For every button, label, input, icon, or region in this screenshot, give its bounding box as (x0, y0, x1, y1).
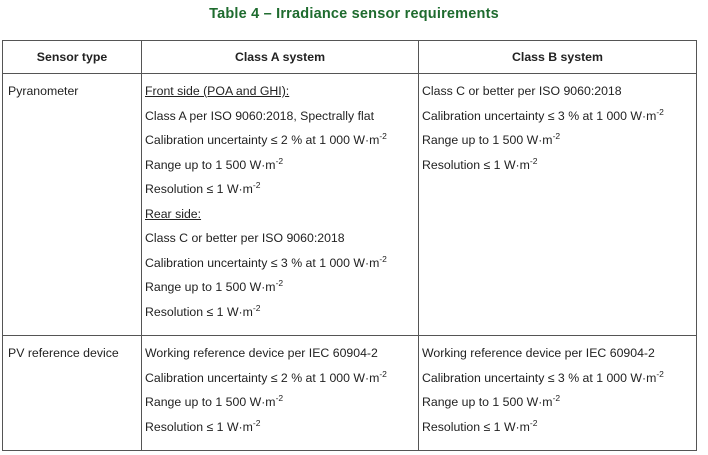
requirement-line (422, 346, 696, 371)
requirement-line (145, 368, 418, 396)
unit-exponent: -2 (529, 155, 538, 166)
requirement-list (142, 336, 418, 450)
table-row (3, 74, 697, 336)
unit-exponent: -2 (656, 106, 664, 117)
requirement-text: Range up to 1 500 W·m (145, 280, 276, 294)
requirement-line (422, 133, 696, 158)
header-class-b: Class B system (419, 41, 697, 74)
requirement-line (422, 106, 696, 134)
header-sensor-type: Sensor type (3, 41, 142, 74)
sensor-type-cell: Pyranometer (3, 74, 142, 336)
sensor-type-cell: PV reference device (3, 336, 142, 451)
requirement-list (419, 74, 696, 188)
class-b-cell (419, 336, 697, 451)
requirement-line (422, 84, 696, 109)
requirements-table (2, 40, 697, 451)
requirement-line (422, 417, 696, 445)
requirement-line (145, 155, 418, 183)
header-class-a: Class A system (142, 41, 419, 74)
requirement-text: Calibration uncertainty ≤ 2 % at 1 000 W·m (145, 370, 380, 385)
table-header (3, 41, 697, 74)
requirement-text: Calibration uncertainty ≤ 3 % at 1 000 W·m (422, 370, 657, 385)
table-title: Table 4 – Irradiance sensor requirements (209, 6, 499, 22)
requirement-text: Working reference device per IEC 60904-2 (145, 346, 378, 360)
requirement-heading (145, 84, 418, 109)
class-a-cell (142, 336, 419, 451)
requirement-line (145, 302, 418, 330)
requirement-text: Class C or better per ISO 9060:2018 (422, 84, 622, 98)
requirement-line (145, 253, 418, 281)
requirement-text: Rear side: (145, 206, 202, 221)
unit-exponent: -2 (379, 131, 387, 141)
unit-exponent: -2 (379, 253, 387, 264)
unit-exponent: -2 (275, 155, 284, 166)
requirement-line (422, 155, 696, 183)
requirement-text: Resolution ≤ 1 W·m (145, 419, 253, 434)
table-body (3, 74, 697, 451)
requirement-text: Range up to 1 500 W·m (145, 157, 276, 172)
requirement-line (145, 346, 418, 371)
requirement-text: Class A per ISO 9060:2018, Spectrally flat (145, 108, 374, 123)
requirement-line (145, 395, 418, 420)
requirement-text: Class C or better per ISO 9060:2018 (145, 231, 345, 245)
requirement-text: Range up to 1 500 W·m (422, 133, 553, 147)
requirement-text: Resolution ≤ 1 W·m (422, 419, 530, 434)
requirement-heading (145, 207, 418, 232)
requirement-text: Calibration uncertainty ≤ 3 % at 1 000 W·m (422, 108, 657, 123)
class-a-cell (142, 74, 419, 336)
unit-exponent: -2 (275, 393, 284, 403)
unit-exponent: -2 (656, 368, 664, 379)
unit-exponent: -2 (252, 302, 261, 313)
unit-exponent: -2 (552, 131, 561, 141)
requirement-line (422, 368, 696, 396)
requirement-text: Working reference device per IEC 60904-2 (422, 346, 655, 360)
class-b-cell (419, 74, 697, 336)
unit-exponent: -2 (552, 393, 561, 403)
requirement-line (145, 231, 418, 256)
header-row (3, 41, 697, 74)
requirement-line (145, 133, 418, 158)
requirement-list (142, 74, 418, 335)
unit-exponent: -2 (275, 278, 284, 288)
unit-exponent: -2 (379, 368, 387, 379)
requirement-text: Range up to 1 500 W·m (145, 395, 276, 409)
requirement-text: Calibration uncertainty ≤ 2 % at 1 000 W·m (145, 133, 380, 147)
unit-exponent: -2 (529, 417, 538, 428)
requirement-line (145, 417, 418, 445)
requirement-list (419, 336, 696, 450)
unit-exponent: -2 (252, 417, 261, 428)
requirement-line (145, 182, 418, 207)
requirement-text: Front side (POA and GHI): (145, 84, 290, 98)
requirement-text: Range up to 1 500 W·m (422, 395, 553, 409)
requirement-text: Calibration uncertainty ≤ 3 % at 1 000 W·m (145, 255, 380, 270)
requirement-text: Resolution ≤ 1 W·m (422, 157, 530, 172)
requirement-line (145, 280, 418, 305)
table-row (3, 336, 697, 451)
requirement-line (145, 109, 418, 134)
requirement-line (422, 395, 696, 420)
requirement-text: Resolution ≤ 1 W·m (145, 304, 253, 319)
requirement-text: Resolution ≤ 1 W·m (145, 182, 253, 196)
unit-exponent: -2 (252, 180, 261, 190)
